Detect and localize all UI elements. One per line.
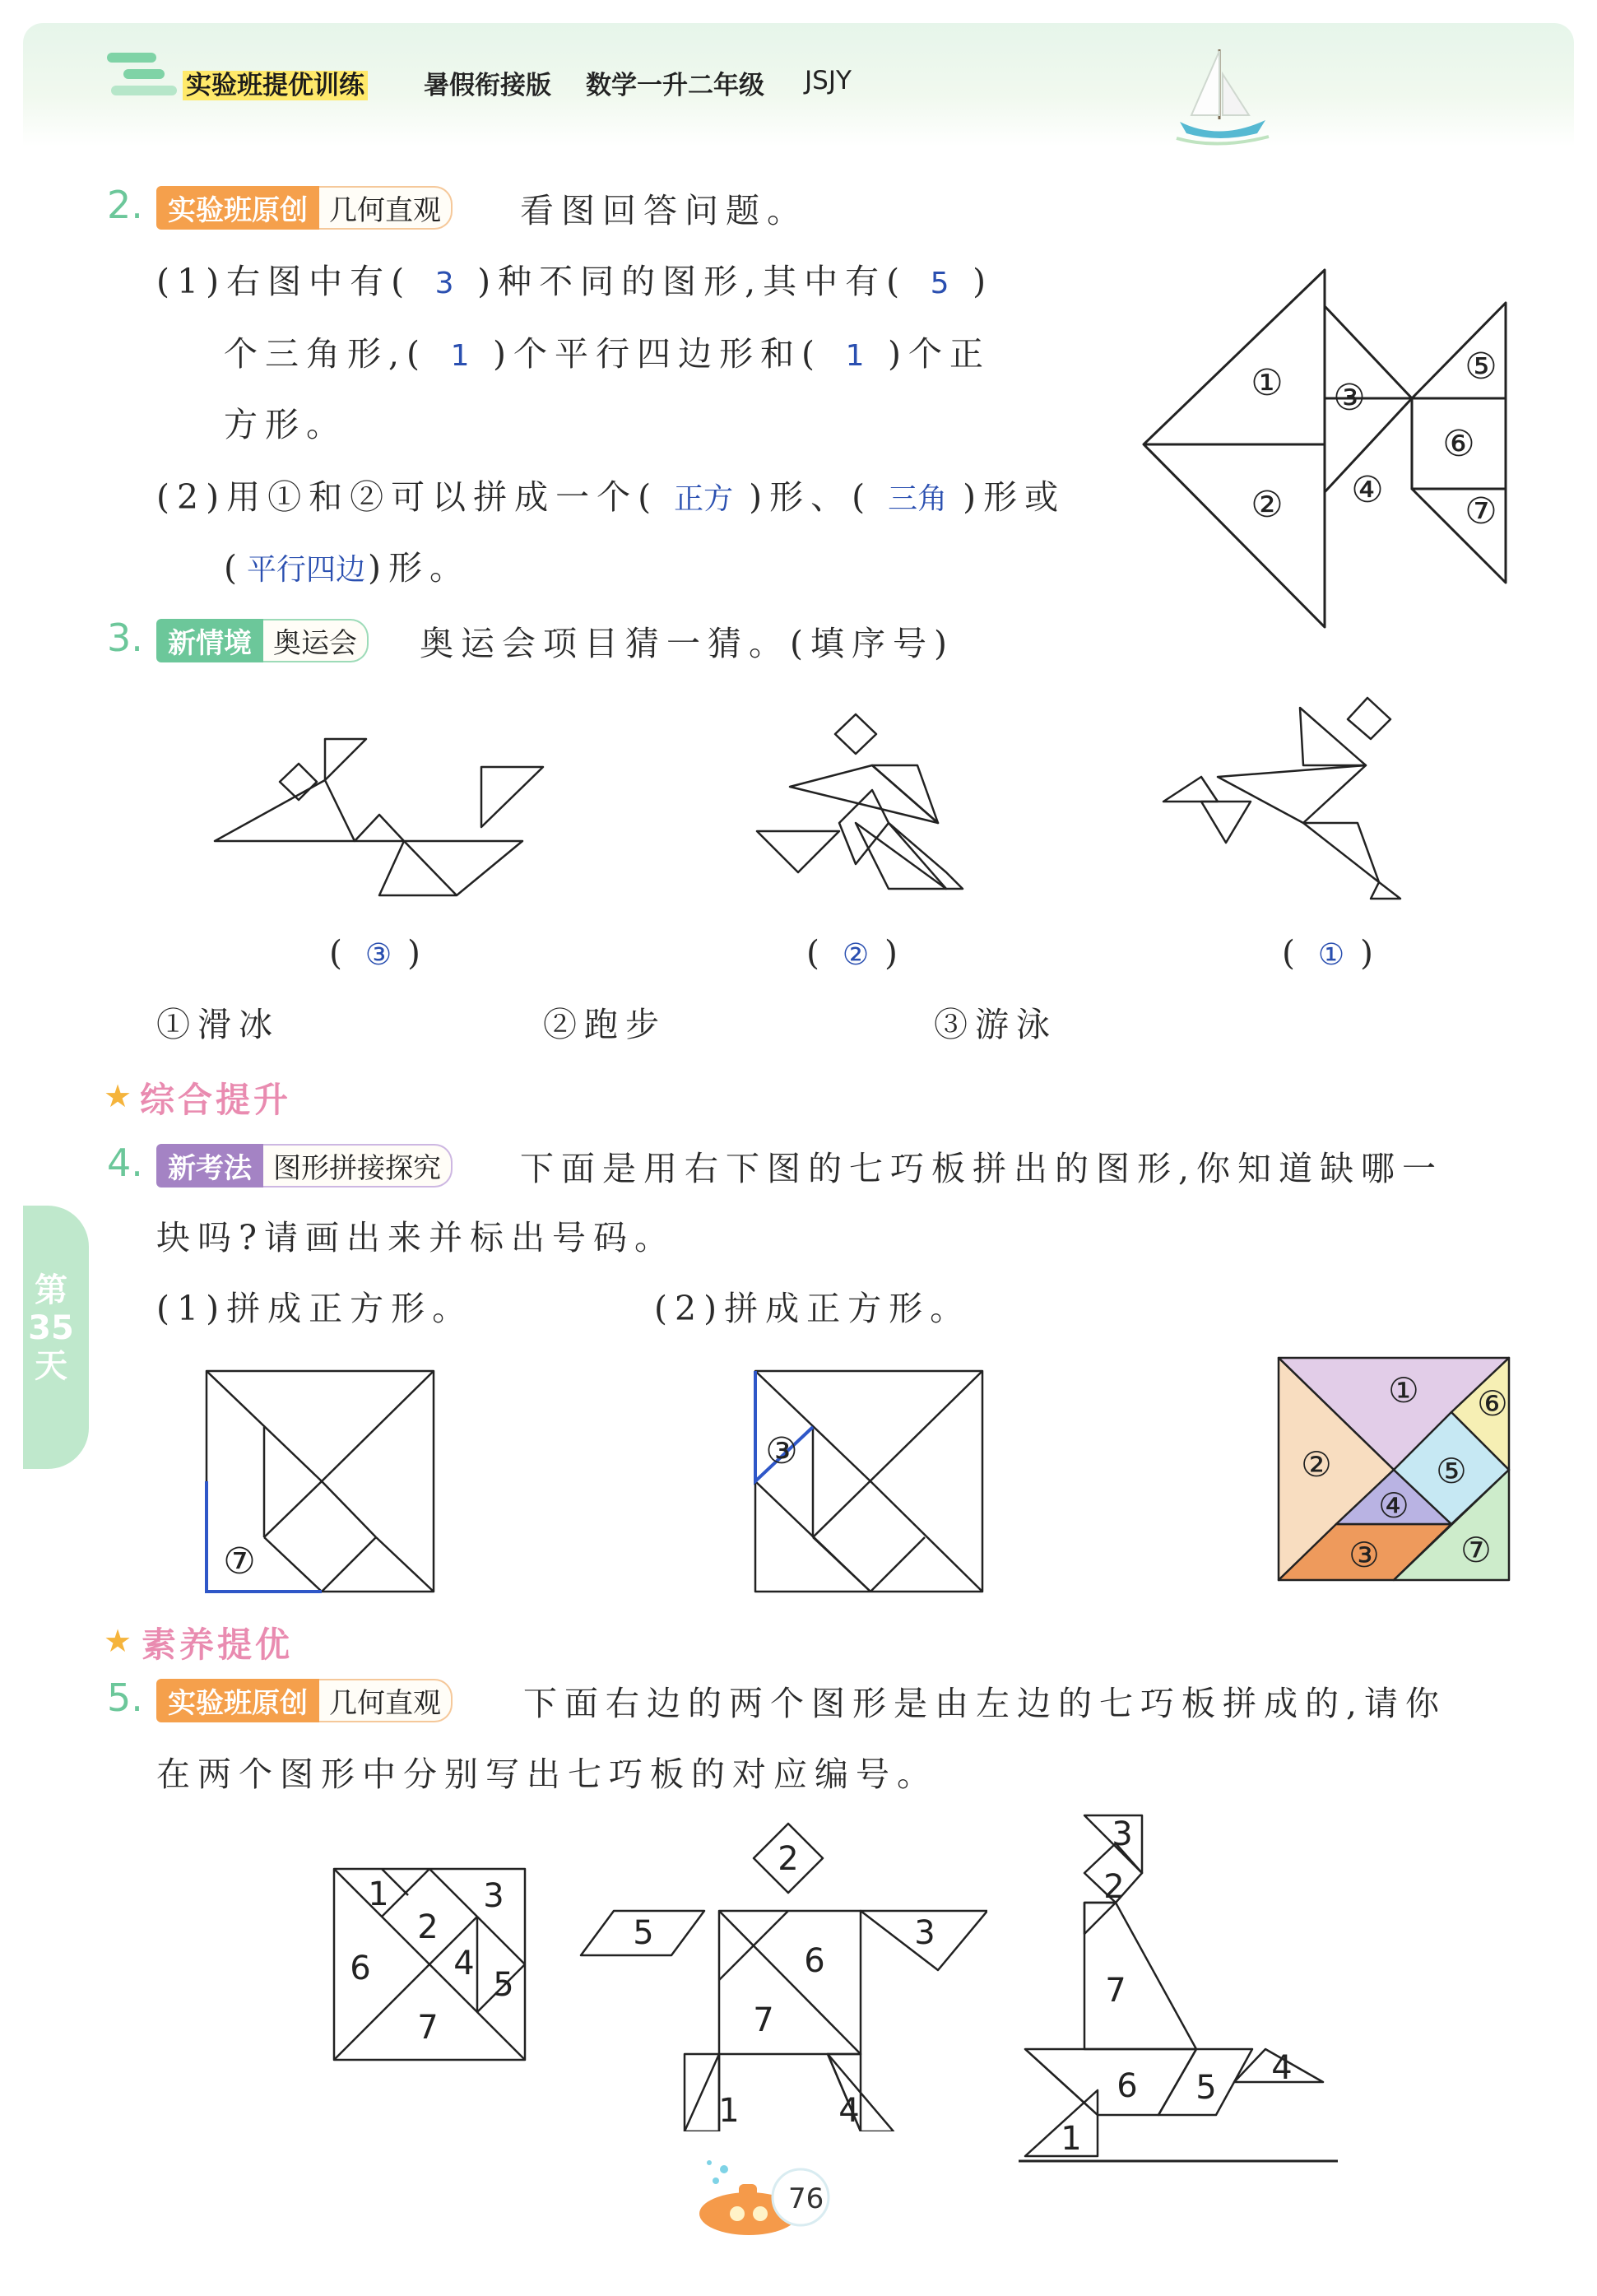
q2-part2-line2: (平行四边)形。 (224, 548, 471, 588)
q3-answer-2: ② (842, 938, 870, 972)
q4-part2-label: (2)拼成正方形。 (654, 1289, 972, 1328)
ref-label-5: ⑤ (1436, 1451, 1467, 1491)
q4-part1-label: (1)拼成正方形。 (156, 1289, 474, 1328)
q4-square-2-figure (750, 1366, 989, 1597)
fish-label-1: ① (1251, 362, 1284, 404)
q2-subtag: 几何直观 (319, 186, 453, 230)
q5-tag-group (156, 1679, 453, 1722)
q5-subtag: 几何直观 (319, 1679, 453, 1722)
q2-number: 2. (107, 183, 143, 227)
q3-tag-group (156, 619, 369, 662)
section1-title: 综合提升 (140, 1080, 292, 1120)
bird-label-4: 4 (1271, 2049, 1293, 2087)
ref-label-7: ⑦ (1460, 1530, 1492, 1570)
q5-prompt-line2: 在两个图形中分别写出七巧板的对应编号。 (156, 1755, 938, 1794)
q3-option-1: ①滑冰 (156, 1005, 280, 1044)
q2-answer-squares: 1 (845, 339, 865, 373)
square-label-4: 4 (453, 1945, 475, 1982)
page-number: 76 (788, 2182, 824, 2215)
person-label-6: 6 (804, 1942, 825, 1980)
q2-tag: 实验班原创 (156, 186, 319, 230)
q4-reference-tangram (1274, 1353, 1514, 1585)
fish-label-2: ② (1251, 484, 1284, 526)
q4-tag: 新考法 (156, 1144, 263, 1188)
q2-part1-line2: 个三角形,( 1 )个平行四边形和( 1 )个正 (224, 334, 991, 374)
person-label-3: 3 (914, 1914, 935, 1952)
person-label-5: 5 (633, 1914, 654, 1952)
square-label-7: 7 (417, 2009, 439, 2047)
ref-label-3: ③ (1349, 1535, 1380, 1575)
q2-part1-line1: (1)右图中有( 3 )种不同的图形,其中有( 5 ) (156, 262, 994, 301)
q4-prompt-line2: 块吗?请画出来并标出号码。 (156, 1218, 675, 1257)
q2-answer-shape2: 三角 (888, 482, 948, 516)
fish-label-4: ④ (1351, 469, 1384, 511)
section1-star-icon: ★ (104, 1078, 132, 1114)
q3-option-3: ③游泳 (934, 1005, 1057, 1044)
q3-answer-3: ① (1317, 938, 1345, 972)
bird-label-1: 1 (1061, 2120, 1082, 2158)
q3-answer-2-group: ( ② ) (806, 933, 905, 973)
fish-label-6: ⑥ (1442, 423, 1475, 465)
q2-prompt: 看图回答问题。 (520, 191, 808, 230)
header-series: 实验班提优训练 (183, 64, 368, 101)
bird-label-3: 3 (1112, 1815, 1133, 1853)
person-label-1: 1 (718, 2092, 740, 2130)
q3-runner-figure (749, 708, 971, 905)
q2-answer-triangles: 5 (930, 267, 949, 300)
q4-tag-group (156, 1144, 453, 1188)
section2-title: 素养提优 (142, 1624, 294, 1665)
square-label-5: 5 (493, 1966, 514, 2004)
person-label-2: 2 (778, 1840, 799, 1878)
header-edition: 暑假衔接版 (424, 71, 551, 100)
fish-label-5: ⑤ (1465, 346, 1497, 388)
q3-number: 3. (107, 616, 143, 660)
q2-answer-shape1: 正方 (674, 482, 734, 516)
ref-label-2: ② (1301, 1444, 1332, 1485)
q3-option-2: ②跑步 (543, 1005, 666, 1044)
q4-number: 4. (107, 1141, 143, 1185)
bird-label-7: 7 (1105, 1972, 1126, 2010)
sailboat-icon (1168, 41, 1275, 148)
q4-fig1-label: ⑦ (223, 1541, 256, 1583)
section2-star-icon: ★ (104, 1623, 132, 1659)
q4-prompt-line1: 下面是用右下图的七巧板拼出的图形,你知道缺哪一 (520, 1149, 1444, 1188)
q3-subtag: 奥运会 (263, 619, 369, 662)
q2-tag-group (156, 186, 453, 230)
day-side-tab-label: 第35天 (28, 1271, 74, 1385)
bird-label-5: 5 (1195, 2069, 1217, 2107)
q3-answer-1-group: ( ③ ) (329, 933, 428, 973)
q3-skater-figure (1160, 691, 1456, 905)
ref-label-6: ⑥ (1477, 1383, 1508, 1424)
q4-square-1-figure (202, 1366, 440, 1597)
bird-label-2: 2 (1103, 1868, 1125, 1906)
header-publisher: JSJY (805, 66, 852, 95)
q3-answer-3-group: ( ① ) (1282, 933, 1381, 973)
q3-swimmer-figure (210, 732, 555, 913)
ref-label-1: ① (1388, 1370, 1419, 1411)
square-label-2: 2 (417, 1908, 439, 1946)
q5-prompt-line1: 下面右边的两个图形是由左边的七巧板拼成的,请你 (523, 1684, 1447, 1723)
q4-fig2-label: ③ (765, 1430, 798, 1472)
square-label-3: 3 (483, 1877, 504, 1915)
person-label-4: 4 (838, 2092, 860, 2130)
q3-answer-1: ③ (364, 938, 392, 972)
q5-number: 5. (107, 1676, 143, 1720)
square-label-6: 6 (350, 1950, 371, 1987)
q3-tag: 新情境 (156, 619, 263, 662)
q5-source-square (329, 1864, 531, 2066)
header-logo-icon (107, 48, 181, 105)
person-label-7: 7 (753, 2001, 774, 2039)
q2-part2-line1: (2)用①和②可以拼成一个( 正方 )形、( 三角 )形或 (156, 477, 1066, 517)
q2-part1-line3: 方形。 (224, 405, 347, 444)
fish-label-7: ⑦ (1465, 490, 1497, 532)
ref-label-4: ④ (1378, 1485, 1409, 1526)
q2-fish-figure (1135, 262, 1514, 632)
header-subject: 数学一升二年级 (586, 71, 764, 100)
q5-tag: 实验班原创 (156, 1679, 319, 1722)
q2-answer-parallelograms: 1 (450, 339, 470, 373)
bird-label-6: 6 (1117, 2067, 1138, 2105)
q2-answer-shape3: 平行四边 (246, 553, 365, 587)
q5-bird-figure (1019, 1810, 1348, 2164)
fish-label-3: ③ (1333, 377, 1366, 419)
q4-subtag: 图形拼接探究 (263, 1144, 453, 1188)
q2-answer-kinds: 3 (434, 267, 454, 300)
q3-prompt: 奥运会项目猜一猜。(填序号) (420, 624, 954, 663)
q5-person-figure (576, 1819, 987, 2131)
square-label-1: 1 (368, 1875, 389, 1913)
